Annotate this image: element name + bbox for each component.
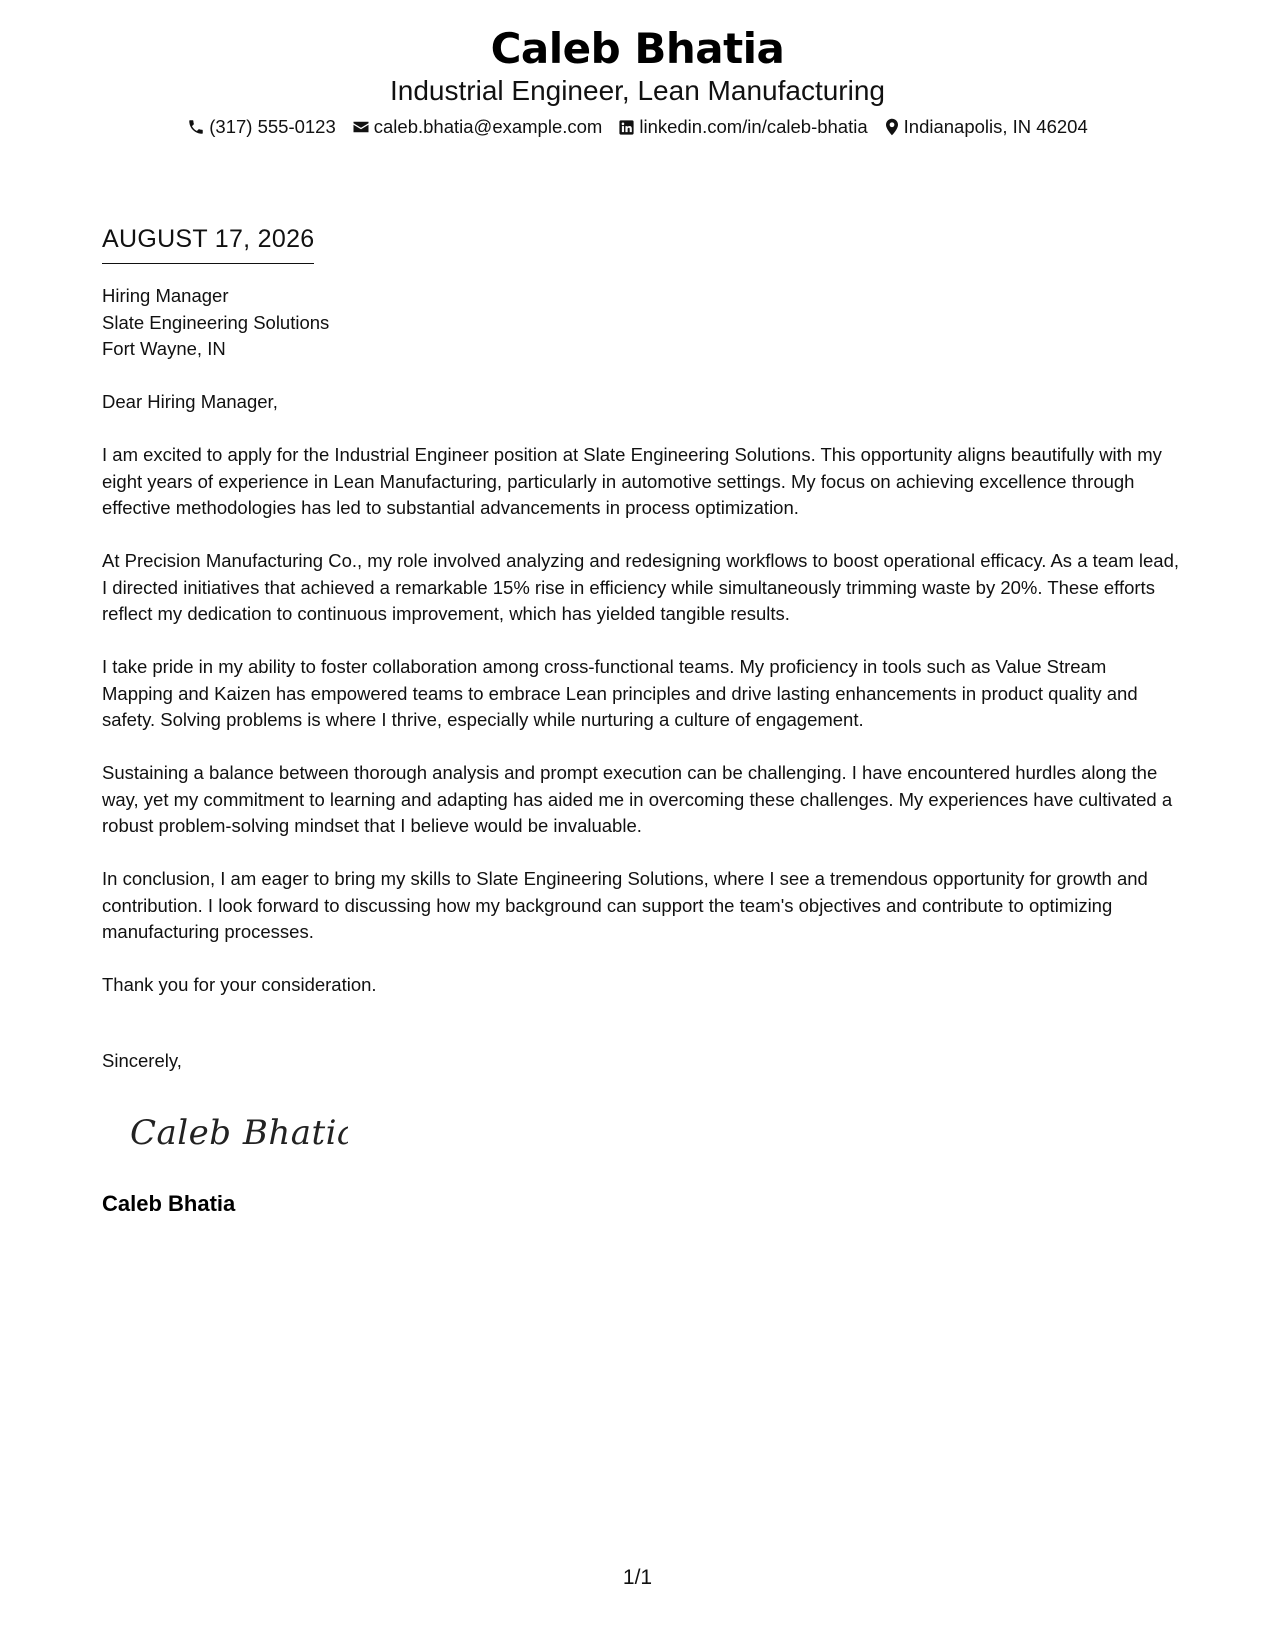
- letter-body: [102, 283, 1182, 999]
- contact-bar: [0, 115, 1275, 139]
- linkedin-icon: [618, 119, 639, 136]
- body-paragraph-3: I take pride in my ability to foster collaboration among cross-functional teams. My proficiency in tools such as Value Stream Mapping and Kaizen has empowered teams to embrace Lean principles and drive lasting enhancements in product quality and safety. Solving problems is where I thrive, especially while nurturing a culture of engagement.: [102, 656, 1138, 730]
- closing-block: [102, 1048, 182, 1074]
- letter-date-block: [102, 223, 314, 264]
- thank-you-line: Thank you for your consideration.: [102, 974, 377, 995]
- contact-phone: [187, 115, 336, 139]
- recipient-block: [102, 283, 1182, 363]
- contact-linkedin[interactable]: [618, 115, 867, 139]
- map-pin-icon: [884, 118, 904, 136]
- body-paragraph-1: I am excited to apply for the Industrial Engineer position at Slate Engineering Solutions. This opportunity aligns beautifully with my eight years of experience in Lean Manufacturing, particularly in automotive settings. My focus on achieving excellence through effective methodologies has led to substantial advancements in process optimization.: [102, 444, 1162, 518]
- location-text: Indianapolis, IN 46204: [903, 116, 1088, 137]
- salutation: Dear Hiring Manager,: [102, 391, 278, 412]
- applicant-headline: Industrial Engineer, Lean Manufacturing: [390, 75, 885, 106]
- envelope-icon: [352, 118, 374, 136]
- recipient-company: Slate Engineering Solutions: [102, 311, 330, 333]
- recipient-title: Hiring Manager: [102, 285, 229, 306]
- contact-location: [884, 115, 1088, 139]
- body-paragraph-5: In conclusion, I am eager to bring my skills to Slate Engineering Solutions, where I see a tremendous opportunity for growth and contribution. I look forward to discussing how my background can support the team's objectives and contribute to optimizing manufacturing processes.: [102, 868, 1148, 942]
- page-number: 1/1: [622, 1566, 653, 1589]
- phone-text: (317) 555-0123: [209, 116, 336, 137]
- body-paragraph-4: Sustaining a balance between thorough analysis and prompt execution can be challenging. I have encountered hurdles along the way, yet my commitment to learning and adapting has aided me in overcoming these challenges. My experiences have cultivated a robust problem-solving mindset that I believe would be invaluable.: [102, 762, 1173, 836]
- signer-name: Caleb Bhatia: [102, 1191, 236, 1216]
- letter-header: [0, 22, 1275, 139]
- signature-text: Caleb Bhatia: [130, 1113, 348, 1153]
- applicant-name: Caleb Bhatia: [490, 24, 785, 73]
- recipient-location: Fort Wayne, IN: [102, 338, 226, 359]
- letter-date: AUGUST 17, 2026: [102, 223, 314, 264]
- linkedin-text[interactable]: linkedin.com/in/caleb-bhatia: [639, 116, 868, 137]
- contact-email[interactable]: [352, 115, 603, 139]
- handwritten-signature: [128, 1106, 348, 1156]
- phone-icon: [187, 118, 209, 136]
- closing-text: Sincerely,: [102, 1050, 182, 1071]
- email-text[interactable]: caleb.bhatia@example.com: [373, 116, 603, 137]
- body-paragraph-2: At Precision Manufacturing Co., my role involved analyzing and redesigning workflows to boost operational efficacy. As a team lead, I directed initiatives that achieved a remarkable 15% rise in efficiency while simultaneously trimming waste by 20%. These efforts reflect my dedication to continuous improvement, which has yielded tangible results.: [102, 550, 1180, 624]
